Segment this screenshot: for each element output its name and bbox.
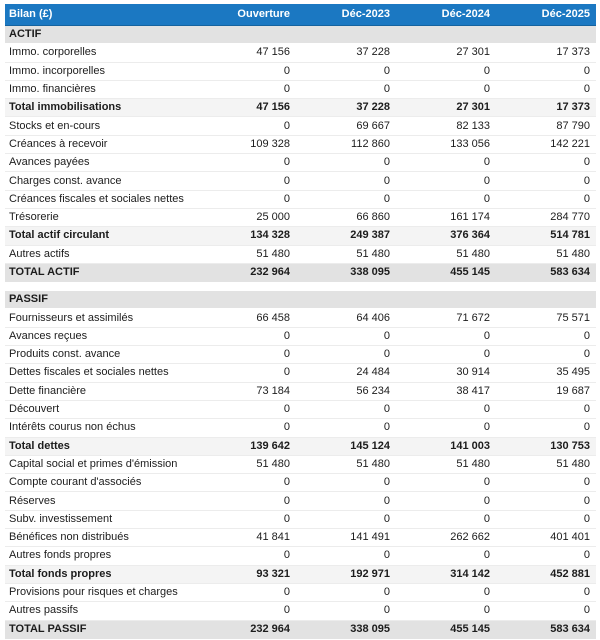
row-value: 75 571 — [556, 311, 590, 324]
row-value: 17 373 — [556, 101, 590, 114]
row-label: Intérêts courus non échus — [9, 422, 136, 434]
row-value: 0 — [583, 421, 590, 434]
table-row — [5, 328, 596, 346]
row-value: 25 000 — [256, 211, 290, 224]
row-label: Compte courant d'associés — [9, 477, 142, 489]
row-value: 51 480 — [456, 247, 490, 260]
table-row — [5, 584, 596, 602]
row-value: 0 — [583, 476, 590, 489]
row-value: 69 667 — [356, 119, 390, 132]
row-value: 37 228 — [356, 46, 390, 59]
row-value: 232 964 — [250, 266, 290, 278]
row-label: Immo. incorporelles — [9, 65, 105, 77]
table-row — [5, 227, 596, 245]
row-value: 0 — [383, 586, 390, 599]
row-value: 0 — [483, 586, 490, 599]
table-title: Bilan (£) — [9, 9, 53, 20]
row-value: 192 971 — [350, 567, 390, 580]
row-label: Autres passifs — [9, 605, 79, 617]
row-value: 0 — [583, 604, 590, 617]
row-value: 0 — [383, 348, 390, 361]
table-row — [5, 264, 596, 282]
row-value: 232 964 — [250, 622, 290, 635]
row-label: Avances payées — [9, 157, 90, 169]
row-value: 0 — [583, 83, 590, 96]
row-value: 82 133 — [456, 119, 490, 132]
row-value: 35 495 — [556, 366, 590, 379]
row-value: 145 124 — [350, 439, 390, 452]
row-value: 0 — [383, 494, 390, 507]
row-value: 0 — [383, 604, 390, 617]
row-label: Créances fiscales et sociales nettes — [9, 193, 184, 205]
table-row — [5, 154, 596, 172]
row-label: Dettes fiscales et sociales nettes — [9, 367, 169, 379]
row-label: Créances à recevoir — [9, 138, 108, 150]
row-label: Immo. financières — [9, 84, 96, 96]
table-row — [5, 438, 596, 456]
row-value: 51 480 — [556, 247, 590, 260]
row-value: 0 — [283, 192, 290, 205]
row-value: 47 156 — [256, 46, 290, 59]
row-value: 376 364 — [450, 229, 490, 242]
row-value: 0 — [483, 156, 490, 169]
row-label: TOTAL PASSIF — [9, 623, 87, 635]
row-value: 141 491 — [350, 531, 390, 544]
row-value: 51 480 — [356, 457, 390, 470]
row-value: 142 221 — [550, 137, 590, 150]
row-value: 284 770 — [550, 211, 590, 224]
row-value: 139 642 — [250, 439, 290, 452]
row-label: Produits const. avance — [9, 349, 121, 361]
row-label: Total dettes — [9, 440, 70, 452]
row-value: 66 458 — [256, 311, 290, 324]
table-row — [5, 492, 596, 510]
row-value: 51 480 — [256, 247, 290, 260]
row-value: 51 480 — [556, 457, 590, 470]
column-header-ouverture: Ouverture — [237, 8, 290, 20]
row-label: Autres fonds propres — [9, 550, 112, 562]
row-value: 338 095 — [350, 622, 390, 635]
table-row — [5, 419, 596, 437]
row-value: 0 — [583, 329, 590, 342]
row-value: 0 — [283, 366, 290, 379]
row-label: Autres actifs — [9, 248, 70, 260]
row-value: 0 — [383, 512, 390, 525]
row-value: 56 234 — [356, 384, 390, 397]
row-value: 0 — [483, 476, 490, 489]
row-value: 0 — [283, 83, 290, 96]
row-value: 112 860 — [351, 137, 390, 150]
table-row — [5, 346, 596, 364]
table-row — [5, 547, 596, 565]
row-value: 0 — [483, 348, 490, 361]
row-value: 109 328 — [250, 137, 290, 150]
row-value: 0 — [283, 549, 290, 562]
row-value: 0 — [483, 403, 490, 416]
column-header-dec-2023: Déc-2023 — [341, 8, 390, 20]
row-label: TOTAL ACTIF — [9, 267, 80, 278]
table-row — [5, 191, 596, 209]
row-value: 0 — [283, 329, 290, 342]
row-value: 452 881 — [550, 567, 590, 580]
table-row — [5, 44, 596, 62]
row-label: Stocks et en-cours — [9, 120, 101, 132]
row-value: 0 — [383, 174, 390, 187]
row-label: ACTIF — [9, 29, 42, 41]
table-row — [5, 456, 596, 474]
row-value: 51 480 — [456, 457, 490, 470]
column-header-dec-2025: Déc-2025 — [541, 8, 590, 20]
row-value: 0 — [283, 586, 290, 599]
row-value: 17 373 — [556, 46, 590, 59]
row-label: Total actif circulant — [9, 230, 110, 242]
row-value: 0 — [583, 549, 590, 562]
row-label: Total fonds propres — [9, 568, 112, 580]
table-row — [5, 81, 596, 99]
row-value: 0 — [383, 549, 390, 562]
table-row — [5, 309, 596, 327]
table-row — [5, 364, 596, 382]
row-label: Total immobilisations — [9, 102, 122, 114]
section-gap — [5, 282, 596, 291]
row-value: 0 — [283, 119, 290, 132]
row-label: Découvert — [9, 404, 60, 416]
row-value: 0 — [383, 64, 390, 77]
row-value: 0 — [383, 476, 390, 489]
row-label: Avances reçues — [9, 330, 88, 342]
row-value: 0 — [383, 156, 390, 169]
table-body — [5, 26, 596, 639]
row-value: 0 — [283, 64, 290, 77]
row-value: 0 — [583, 512, 590, 525]
table-row — [5, 117, 596, 135]
row-label: Fournisseurs et assimilés — [9, 312, 134, 324]
row-value: 455 145 — [450, 622, 490, 635]
row-value: 0 — [383, 192, 390, 205]
row-value: 314 142 — [450, 567, 490, 580]
row-value: 0 — [583, 586, 590, 599]
row-value: 161 174 — [450, 211, 490, 224]
table-row — [5, 383, 596, 401]
row-value: 38 417 — [456, 384, 490, 397]
row-value: 0 — [283, 494, 290, 507]
column-header-dec-2024: Déc-2024 — [441, 8, 490, 20]
row-value: 0 — [483, 494, 490, 507]
table-row — [5, 566, 596, 584]
row-value: 0 — [583, 174, 590, 187]
row-value: 0 — [483, 421, 490, 434]
table-row — [5, 401, 596, 419]
row-value: 583 634 — [550, 266, 590, 278]
table-row — [5, 529, 596, 547]
row-value: 0 — [283, 421, 290, 434]
row-label: Provisions pour risques et charges — [9, 587, 178, 599]
row-label: Immo. corporelles — [9, 47, 97, 59]
row-value: 51 480 — [356, 247, 390, 260]
row-value: 133 056 — [450, 137, 490, 150]
row-value: 514 781 — [550, 229, 590, 242]
row-value: 141 003 — [450, 439, 490, 452]
row-value: 0 — [283, 476, 290, 489]
table-row — [5, 209, 596, 227]
table-row — [5, 246, 596, 264]
row-value: 66 860 — [356, 211, 390, 224]
row-value: 0 — [483, 174, 490, 187]
row-value: 134 328 — [250, 229, 290, 242]
row-value: 30 914 — [456, 366, 490, 379]
row-value: 27 301 — [456, 46, 490, 59]
row-value: 0 — [483, 549, 490, 562]
row-value: 0 — [383, 403, 390, 416]
row-value: 47 156 — [256, 101, 290, 114]
row-value: 0 — [583, 156, 590, 169]
row-value: 0 — [383, 83, 390, 96]
table-row — [5, 602, 596, 620]
row-value: 0 — [283, 512, 290, 525]
table-row — [5, 63, 596, 81]
row-value: 338 095 — [350, 266, 390, 278]
table-row — [5, 511, 596, 529]
row-value: 0 — [583, 64, 590, 77]
row-value: 41 841 — [256, 531, 290, 544]
row-value: 27 301 — [456, 101, 490, 114]
table-row — [5, 172, 596, 190]
table-row — [5, 99, 596, 117]
row-value: 87 790 — [556, 119, 590, 132]
row-value: 0 — [583, 403, 590, 416]
row-value: 0 — [583, 348, 590, 361]
row-value: 455 145 — [450, 266, 490, 278]
row-value: 0 — [483, 329, 490, 342]
row-value: 249 387 — [350, 229, 390, 242]
row-value: 130 753 — [550, 439, 590, 452]
row-value: 583 634 — [550, 622, 590, 635]
row-value: 0 — [283, 403, 290, 416]
row-value: 0 — [483, 64, 490, 77]
table-row — [5, 474, 596, 492]
row-value: 0 — [583, 192, 590, 205]
row-value: 0 — [383, 329, 390, 342]
row-value: 24 484 — [356, 366, 390, 379]
row-value: 64 406 — [356, 311, 390, 324]
row-value: 0 — [483, 512, 490, 525]
row-value: 0 — [583, 494, 590, 507]
row-value: 0 — [283, 604, 290, 617]
row-value: 71 672 — [456, 311, 490, 324]
row-label: Charges const. avance — [9, 175, 122, 187]
row-label: Subv. investissement — [9, 513, 113, 525]
section-header-row — [5, 291, 596, 309]
row-label: PASSIF — [9, 294, 48, 306]
row-value: 0 — [283, 156, 290, 169]
row-label: Trésorerie — [9, 212, 59, 224]
row-value: 73 184 — [256, 384, 290, 397]
table-row — [5, 621, 596, 639]
row-value: 0 — [283, 348, 290, 361]
balance-sheet-table — [5, 4, 596, 639]
row-label: Dette financière — [9, 385, 87, 397]
row-value: 37 228 — [356, 101, 390, 114]
row-value: 0 — [483, 192, 490, 205]
table-row — [5, 136, 596, 154]
row-value: 401 401 — [550, 531, 590, 544]
row-value: 0 — [483, 604, 490, 617]
section-header-row — [5, 26, 596, 44]
row-label: Capital social et primes d'émission — [9, 458, 178, 470]
row-label: Réserves — [9, 495, 56, 507]
row-label: Bénéfices non distribués — [9, 532, 129, 544]
row-value: 0 — [383, 421, 390, 434]
row-value: 93 321 — [256, 567, 290, 580]
row-value: 51 480 — [256, 457, 290, 470]
table-header-row — [5, 4, 596, 26]
row-value: 262 662 — [450, 531, 490, 544]
row-value: 19 687 — [556, 384, 590, 397]
row-value: 0 — [483, 83, 490, 96]
row-value: 0 — [283, 174, 290, 187]
